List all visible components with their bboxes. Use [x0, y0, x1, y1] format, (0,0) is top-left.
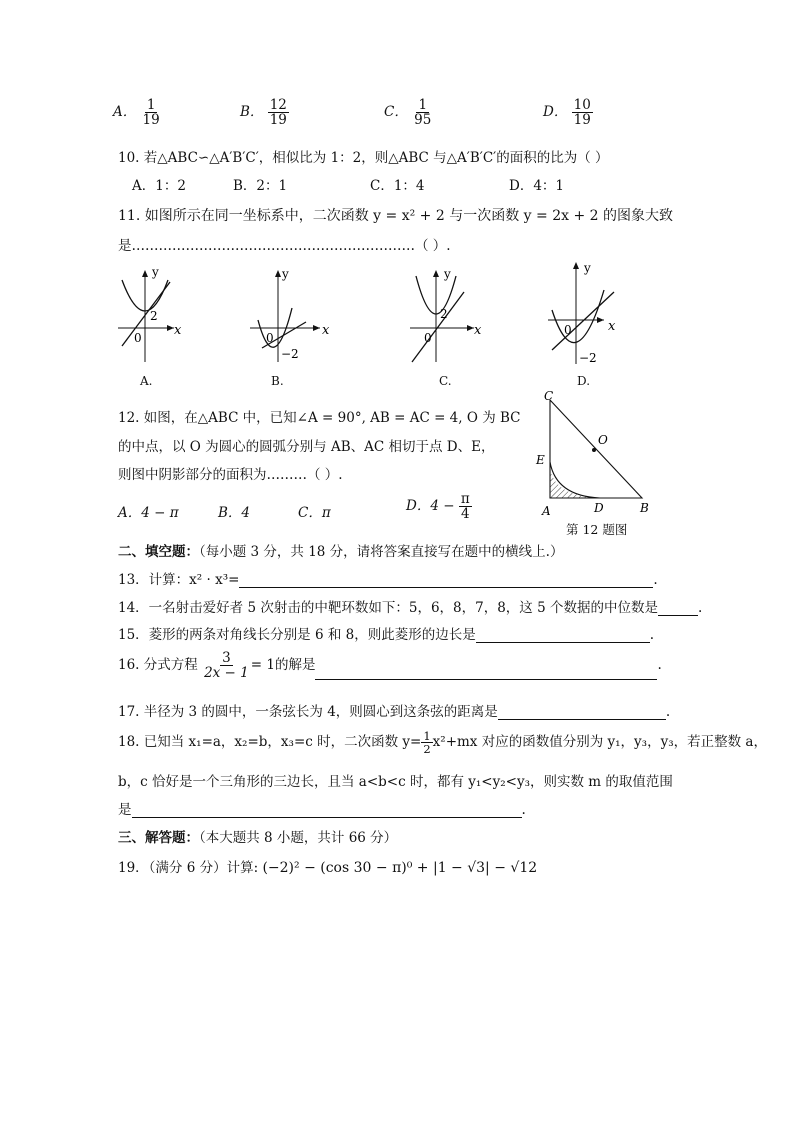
option-letter: B．	[240, 104, 264, 121]
svg-text:0: 0	[424, 331, 432, 345]
q10-option-d: D．4：1	[509, 178, 565, 194]
q10-option-b: B．2：1	[233, 178, 288, 194]
q14: 14．一名射击爱好者 5 次射击的中靶环数如下：5，6，8，7，8，这 5 个数据的中位数是 .	[118, 600, 703, 616]
fraction	[412, 98, 433, 127]
q17: 17. 半径为 3 的圆中，一条弦长为 4，则圆心到这条弦的距离是 .	[118, 704, 671, 720]
q11-graph-c	[404, 262, 484, 372]
q10-stem: 10. 若△ABC∽△A′B′C′，相似比为 1：2，则△ABC 与△A′B′C′的面积的比为（ ）	[118, 150, 609, 166]
q11-graph-d	[542, 254, 632, 372]
numerator: π	[460, 491, 470, 507]
q11-stem-line1: 11. 如图所示在同一坐标系中，二次函数 y = x² + 2 与一次函数 y = 2x + 2 的图象大致	[118, 208, 673, 224]
q12-option-d	[406, 492, 472, 521]
q13-stem: 13．计算：x² · x³=	[118, 572, 240, 588]
answer-blank[interactable]	[498, 718, 666, 720]
q13: 13．计算：x² · x³= .	[118, 572, 658, 588]
numerator: 1	[423, 729, 431, 743]
fraction	[141, 98, 162, 127]
q11-graph-a	[112, 262, 192, 372]
denominator: 19	[269, 112, 287, 129]
q18-line2: b，c 恰好是一个三角形的三边长，且当 a<b<c 时，都有 y₁<y₂<y₃，则实数 m 的取值范围	[118, 774, 673, 790]
q18-stem-part1: 18. 已知当 x₁=a，x₂=b，x₃=c 时，二次函数 y=	[118, 734, 422, 751]
denominator: 2x − 1	[204, 665, 249, 682]
q11-label-b: B.	[271, 374, 284, 388]
q11-stem-line2: 是………………………………………………………（ ）.	[118, 238, 451, 254]
svg-text:x: x	[174, 323, 182, 338]
numerator: 3	[222, 650, 231, 666]
q16-stem-prefix: 16. 分式方程	[118, 657, 198, 674]
q12-figure-caption: 第 12 题图	[566, 522, 628, 537]
section-title: 二、填空题：	[118, 544, 199, 560]
svg-text:O: O	[598, 433, 608, 447]
q12-stem-line1: 12. 如图，在△ABC 中，已知∠A = 90°, AB = AC = 4, O 为 BC	[118, 410, 521, 426]
fraction	[202, 651, 251, 680]
svg-text:C: C	[544, 389, 554, 403]
svg-text:2: 2	[440, 307, 448, 321]
denominator: 2	[423, 742, 431, 757]
option-d-prefix: D．4 −	[406, 498, 455, 515]
svg-text:−2: −2	[579, 351, 597, 365]
svg-text:y: y	[152, 265, 159, 279]
q15: 15．菱形的两条对角线长分别是 6 和 8，则此菱形的边长是 .	[118, 627, 655, 643]
denominator: 4	[460, 506, 470, 523]
svg-text:y: y	[444, 267, 451, 281]
svg-text:−2: −2	[281, 347, 299, 361]
answer-blank[interactable]	[476, 641, 650, 643]
q12-stem-line2: 的中点，以 O 为圆心的圆弧分别与 AB、AC 相切于点 D、E，	[118, 439, 495, 455]
q12-option-a: A．4 − π	[118, 505, 179, 521]
fraction	[268, 98, 289, 127]
numerator: 1	[146, 97, 156, 113]
section-fill-in-header	[118, 540, 563, 560]
section-desc: （本大题共 8 小题，共计 66 分）	[199, 830, 398, 846]
svg-text:B: B	[640, 501, 649, 515]
q11-label-a: A.	[140, 374, 153, 388]
option-letter: D．	[543, 104, 568, 121]
q18-line1	[118, 730, 767, 755]
fraction	[459, 492, 472, 521]
q18-stem-part3: 是	[118, 802, 132, 818]
q17-stem: 17. 半径为 3 的圆中，一条弦长为 4，则圆心到这条弦的距离是	[118, 704, 498, 720]
q14-stem: 14．一名射击爱好者 5 次射击的中靶环数如下：5，6，8，7，8，这 5 个数据的中位数是	[118, 600, 658, 616]
svg-text:y: y	[584, 261, 591, 275]
answer-blank[interactable]	[132, 816, 522, 818]
svg-text:x: x	[474, 323, 482, 338]
q19-stem: 19．（满分 6 分）计算:	[118, 860, 259, 876]
svg-text:0: 0	[564, 323, 572, 337]
denominator: 19	[142, 112, 160, 129]
answer-blank[interactable]	[239, 586, 653, 588]
q15-stem: 15．菱形的两条对角线长分别是 6 和 8，则此菱形的边长是	[118, 627, 476, 643]
q19-expression: (−2)² − (cos 30 − π)⁰ + |1 − √3| − √12	[262, 860, 538, 876]
svg-text:D: D	[594, 501, 604, 515]
answer-blank[interactable]	[315, 678, 657, 680]
answer-blank[interactable]	[658, 614, 698, 616]
svg-text:x: x	[608, 319, 616, 334]
q12-option-c: C．π	[298, 505, 331, 521]
q16: 16. 分式方程 $\frac{3}{2x - 1}$ = 1的解是 .	[118, 650, 662, 682]
svg-text:2: 2	[150, 309, 158, 323]
q12-option-b: B．4	[218, 505, 251, 521]
q9-option-d	[543, 98, 593, 127]
q12-triangle-figure	[530, 388, 660, 516]
q9-option-c	[384, 98, 433, 127]
option-letter: C．	[384, 104, 408, 121]
section-desc: （每小题 3 分，共 18 分，请将答案直接写在题中的横线上.）	[199, 544, 564, 560]
denominator: 19	[573, 112, 591, 129]
numerator: 12	[269, 97, 287, 113]
svg-text:0: 0	[266, 331, 274, 345]
q11-label-c: C.	[439, 374, 452, 388]
q9-option-b	[240, 98, 289, 127]
q10-option-c: C．1：4	[370, 178, 425, 194]
q18-line3: 是 .	[118, 802, 526, 818]
denominator: 95	[414, 112, 432, 129]
q19	[118, 856, 537, 876]
q9-option-a	[113, 98, 162, 127]
q16-stem-suffix: = 1的解是	[250, 657, 316, 674]
svg-text:x: x	[322, 323, 330, 338]
option-letter: A．	[113, 104, 137, 121]
numerator: 1	[418, 97, 428, 113]
fraction	[572, 98, 593, 127]
section-title: 三、解答题：	[118, 830, 199, 846]
svg-text:A: A	[542, 504, 551, 516]
svg-text:0: 0	[134, 331, 142, 345]
q11-graph-b	[244, 262, 334, 372]
q12-stem-line3: 则图中阴影部分的面积为………（ ）.	[118, 467, 343, 483]
q11-label-d: D.	[577, 374, 591, 388]
fraction	[421, 730, 432, 755]
svg-text:y: y	[282, 267, 289, 281]
section-solve-header	[118, 826, 397, 846]
q10-option-a: A．1：2	[132, 178, 186, 194]
q18-stem-part2: x²+mx 对应的函数值分别为 y₁，y₃，y₃，若正整数 a，	[432, 734, 767, 751]
numerator: 10	[573, 97, 591, 113]
svg-text:E: E	[536, 453, 545, 467]
